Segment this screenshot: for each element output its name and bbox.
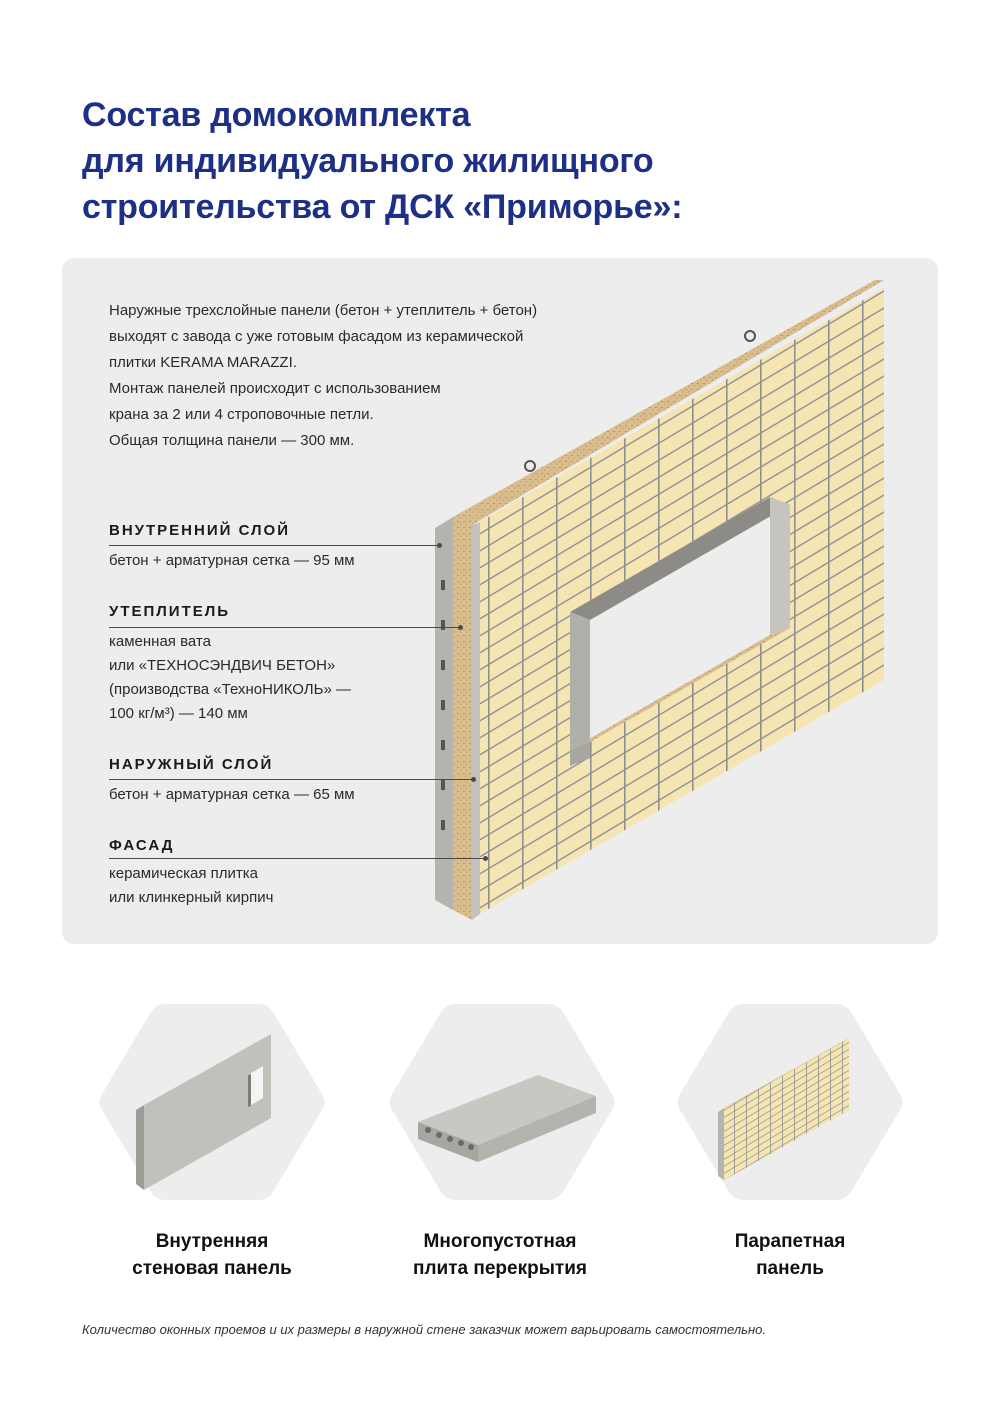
product-label-line: панель bbox=[756, 1258, 824, 1279]
intro-line: плитки KERAMA MARAZZI. bbox=[109, 354, 297, 371]
intro-line: Общая толщина панели — 300 мм. bbox=[109, 432, 355, 449]
intro-line: Монтаж панелей происходит с использованием bbox=[109, 380, 441, 397]
layer-facade-heading: ФАСАД bbox=[109, 837, 175, 854]
product-label-line: Парапетная bbox=[734, 1231, 846, 1252]
layer-inner-desc bbox=[109, 549, 355, 573]
layer-desc-line: 100 кг/м³) — 140 мм bbox=[109, 705, 248, 722]
panel-description bbox=[109, 298, 629, 454]
layer-desc-line: (производства «ТехноНИКОЛЬ» — bbox=[109, 681, 351, 698]
product-inner-wall-panel bbox=[96, 1000, 328, 1204]
layer-inner-leader bbox=[109, 545, 439, 546]
title-line-1: Состав домокомплекта bbox=[82, 96, 471, 134]
layer-desc-line: или «ТЕХНОСЭНДВИЧ БЕТОН» bbox=[109, 657, 336, 674]
insulation-side bbox=[453, 517, 472, 920]
product-parapet-panel bbox=[674, 1000, 906, 1204]
product-label-inner-wall bbox=[82, 1228, 342, 1282]
title-line-2: для индивидуального жилищного bbox=[82, 142, 654, 180]
hexagon-frame bbox=[96, 1000, 328, 1204]
footnote: Количество оконных проемов и их размеры в наружной стене заказчик может варьировать самостоятельно. bbox=[82, 1322, 767, 1337]
layer-outer-desc bbox=[109, 783, 355, 807]
page-title bbox=[82, 92, 882, 230]
layer-desc-line: керамическая плитка bbox=[109, 865, 258, 882]
intro-line: Наружные трехслойные панели (бетон + утеплитель + бетон) bbox=[109, 302, 538, 319]
product-label-slab bbox=[370, 1228, 630, 1282]
inner-concrete-side bbox=[435, 517, 453, 910]
title-line-3: строительства от ДСК «Приморье»: bbox=[82, 188, 683, 226]
product-label-parapet bbox=[660, 1228, 920, 1282]
product-label-line: Внутренняя bbox=[155, 1231, 269, 1252]
layer-insulation-desc bbox=[109, 630, 351, 726]
layer-outer-leader bbox=[109, 779, 473, 780]
hexagon-frame bbox=[386, 1000, 618, 1204]
layer-desc-line: бетон + арматурная сетка — 65 мм bbox=[109, 786, 355, 803]
product-label-line: плита перекрытия bbox=[412, 1258, 587, 1279]
layer-insulation-heading: УТЕПЛИТЕЛЬ bbox=[109, 603, 231, 620]
layer-desc-line: бетон + арматурная сетка — 95 мм bbox=[109, 552, 355, 569]
product-hollow-core-slab bbox=[386, 1000, 618, 1204]
layer-facade-desc bbox=[109, 862, 273, 910]
layer-inner-heading: ВНУТРЕННИЙ СЛОЙ bbox=[109, 522, 290, 539]
layer-insulation-leader bbox=[109, 627, 460, 628]
intro-line: выходят с завода с уже готовым фасадом из керамической bbox=[109, 328, 524, 345]
layer-desc-line: каменная вата bbox=[109, 633, 211, 650]
layer-outer-heading: НАРУЖНЫЙ СЛОЙ bbox=[109, 756, 274, 773]
intro-line: крана за 2 или 4 строповочные петли. bbox=[109, 406, 374, 423]
layer-facade-leader bbox=[109, 858, 485, 859]
layer-desc-line: или клинкерный кирпич bbox=[109, 889, 274, 906]
product-label-line: Многопустотная bbox=[423, 1231, 577, 1252]
hexagon-frame bbox=[674, 1000, 906, 1204]
product-label-line: стеновая панель bbox=[132, 1258, 292, 1279]
